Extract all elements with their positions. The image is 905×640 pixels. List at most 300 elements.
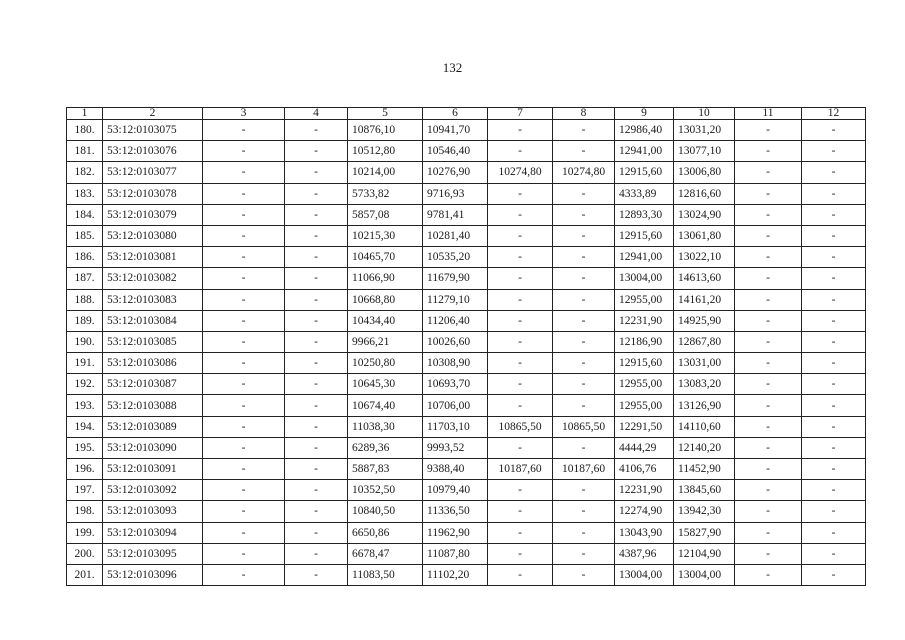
- row-number: 194.: [67, 416, 103, 437]
- cadastral-number: 53:12:0103077: [103, 162, 203, 183]
- col-10-value: 15827,90: [674, 522, 735, 543]
- col-5-value: 10352,50: [348, 480, 423, 501]
- col-7-value: -: [488, 395, 553, 416]
- col-7-value: 10865,50: [488, 416, 553, 437]
- col-7-value: -: [488, 564, 553, 585]
- col-7-value: -: [488, 331, 553, 352]
- col-8-value: -: [553, 247, 615, 268]
- col-8-value: 10865,50: [553, 416, 615, 437]
- cadastral-number: 53:12:0103086: [103, 353, 203, 374]
- row-number: 183.: [67, 183, 103, 204]
- table-row: [67, 120, 866, 141]
- column-header: 2: [103, 108, 203, 120]
- col-10-value: 12104,90: [674, 543, 735, 564]
- col-5-value: 9966,21: [348, 331, 423, 352]
- col-8-value: -: [553, 204, 615, 225]
- col-7-value: -: [488, 268, 553, 289]
- row-number: 181.: [67, 141, 103, 162]
- col-9-value: 12186,90: [615, 331, 674, 352]
- row-number: 196.: [67, 459, 103, 480]
- col-9-value: 12955,00: [615, 374, 674, 395]
- col-9-value: 12231,90: [615, 310, 674, 331]
- col-5-value: 10512,80: [348, 141, 423, 162]
- col-5-value: 10674,40: [348, 395, 423, 416]
- col-3-value: -: [203, 353, 285, 374]
- table-row: [67, 310, 866, 331]
- col-6-value: 10276,90: [423, 162, 488, 183]
- col-9-value: 12941,00: [615, 141, 674, 162]
- col-11-value: -: [735, 120, 802, 141]
- col-10-value: 13845,60: [674, 480, 735, 501]
- row-number: 191.: [67, 353, 103, 374]
- col-3-value: -: [203, 501, 285, 522]
- table-row: [67, 395, 866, 416]
- col-7-value: 10187,60: [488, 459, 553, 480]
- row-number: 198.: [67, 501, 103, 522]
- col-8-value: -: [553, 225, 615, 246]
- col-3-value: -: [203, 183, 285, 204]
- cadastral-number: 53:12:0103094: [103, 522, 203, 543]
- col-7-value: -: [488, 374, 553, 395]
- table-body: [67, 120, 866, 586]
- col-11-value: -: [735, 141, 802, 162]
- col-11-value: -: [735, 247, 802, 268]
- row-number: 201.: [67, 564, 103, 585]
- col-5-value: 5857,08: [348, 204, 423, 225]
- col-4-value: -: [285, 331, 348, 352]
- col-8-value: 10187,60: [553, 459, 615, 480]
- col-11-value: -: [735, 162, 802, 183]
- table-row: [67, 459, 866, 480]
- col-3-value: -: [203, 459, 285, 480]
- col-4-value: -: [285, 395, 348, 416]
- col-10-value: 13942,30: [674, 501, 735, 522]
- col-5-value: 10250,80: [348, 353, 423, 374]
- row-number: 195.: [67, 437, 103, 458]
- row-number: 184.: [67, 204, 103, 225]
- col-7-value: -: [488, 183, 553, 204]
- column-header: 10: [674, 108, 735, 120]
- col-11-value: -: [735, 395, 802, 416]
- col-3-value: -: [203, 543, 285, 564]
- col-8-value: 10274,80: [553, 162, 615, 183]
- col-8-value: -: [553, 480, 615, 501]
- col-10-value: 14161,20: [674, 289, 735, 310]
- col-9-value: 12955,00: [615, 395, 674, 416]
- col-11-value: -: [735, 225, 802, 246]
- cadastral-number: 53:12:0103090: [103, 437, 203, 458]
- col-12-value: -: [802, 543, 866, 564]
- col-4-value: -: [285, 353, 348, 374]
- table-row: [67, 331, 866, 352]
- cadastral-number: 53:12:0103096: [103, 564, 203, 585]
- table-row: [67, 225, 866, 246]
- table-row: [67, 141, 866, 162]
- column-header: 7: [488, 108, 553, 120]
- row-number: 187.: [67, 268, 103, 289]
- row-number: 185.: [67, 225, 103, 246]
- col-5-value: 6678,47: [348, 543, 423, 564]
- col-4-value: -: [285, 416, 348, 437]
- col-10-value: 13004,00: [674, 564, 735, 585]
- col-12-value: -: [802, 225, 866, 246]
- col-4-value: -: [285, 480, 348, 501]
- col-8-value: -: [553, 522, 615, 543]
- col-3-value: -: [203, 268, 285, 289]
- col-4-value: -: [285, 543, 348, 564]
- col-6-value: 11087,80: [423, 543, 488, 564]
- col-7-value: -: [488, 437, 553, 458]
- col-7-value: -: [488, 120, 553, 141]
- col-6-value: 11679,90: [423, 268, 488, 289]
- col-6-value: 10308,90: [423, 353, 488, 374]
- cadastral-number: 53:12:0103076: [103, 141, 203, 162]
- row-number: 189.: [67, 310, 103, 331]
- col-10-value: 13031,00: [674, 353, 735, 374]
- table-row: [67, 543, 866, 564]
- col-10-value: 12816,60: [674, 183, 735, 204]
- col-11-value: -: [735, 543, 802, 564]
- cadastral-data-table: [66, 107, 866, 586]
- col-6-value: 10026,60: [423, 331, 488, 352]
- col-8-value: -: [553, 501, 615, 522]
- cadastral-number: 53:12:0103082: [103, 268, 203, 289]
- cadastral-number: 53:12:0103080: [103, 225, 203, 246]
- col-12-value: -: [802, 331, 866, 352]
- col-12-value: -: [802, 247, 866, 268]
- col-6-value: 10979,40: [423, 480, 488, 501]
- col-6-value: 9716,93: [423, 183, 488, 204]
- col-5-value: 10840,50: [348, 501, 423, 522]
- col-12-value: -: [802, 374, 866, 395]
- col-10-value: 12867,80: [674, 331, 735, 352]
- col-11-value: -: [735, 204, 802, 225]
- col-8-value: -: [553, 310, 615, 331]
- col-11-value: -: [735, 289, 802, 310]
- col-12-value: -: [802, 183, 866, 204]
- col-12-value: -: [802, 289, 866, 310]
- col-10-value: 14925,90: [674, 310, 735, 331]
- col-3-value: -: [203, 522, 285, 543]
- col-12-value: -: [802, 353, 866, 374]
- col-7-value: -: [488, 310, 553, 331]
- col-9-value: 12915,60: [615, 225, 674, 246]
- table-row: [67, 353, 866, 374]
- col-7-value: -: [488, 247, 553, 268]
- col-3-value: -: [203, 437, 285, 458]
- col-12-value: -: [802, 437, 866, 458]
- col-3-value: -: [203, 225, 285, 246]
- col-7-value: 10274,80: [488, 162, 553, 183]
- col-4-value: -: [285, 310, 348, 331]
- col-11-value: -: [735, 437, 802, 458]
- col-6-value: 9993,52: [423, 437, 488, 458]
- col-6-value: 11336,50: [423, 501, 488, 522]
- col-8-value: -: [553, 331, 615, 352]
- table-header-row: [67, 108, 866, 120]
- col-3-value: -: [203, 564, 285, 585]
- table-row: [67, 564, 866, 585]
- col-10-value: 14110,60: [674, 416, 735, 437]
- col-11-value: -: [735, 501, 802, 522]
- row-number: 192.: [67, 374, 103, 395]
- col-4-value: -: [285, 501, 348, 522]
- row-number: 190.: [67, 331, 103, 352]
- col-11-value: -: [735, 416, 802, 437]
- table-row: [67, 247, 866, 268]
- table-row: [67, 204, 866, 225]
- col-12-value: -: [802, 416, 866, 437]
- col-4-value: -: [285, 141, 348, 162]
- col-8-value: -: [553, 289, 615, 310]
- row-number: 188.: [67, 289, 103, 310]
- cadastral-number: 53:12:0103093: [103, 501, 203, 522]
- col-11-value: -: [735, 183, 802, 204]
- col-5-value: 10215,30: [348, 225, 423, 246]
- col-5-value: 10434,40: [348, 310, 423, 331]
- col-12-value: -: [802, 564, 866, 585]
- col-3-value: -: [203, 204, 285, 225]
- cadastral-number: 53:12:0103084: [103, 310, 203, 331]
- cadastral-number: 53:12:0103083: [103, 289, 203, 310]
- col-8-value: -: [553, 141, 615, 162]
- col-3-value: -: [203, 289, 285, 310]
- col-3-value: -: [203, 374, 285, 395]
- col-7-value: -: [488, 480, 553, 501]
- col-3-value: -: [203, 141, 285, 162]
- col-5-value: 6289,36: [348, 437, 423, 458]
- col-12-value: -: [802, 459, 866, 480]
- col-8-value: -: [553, 183, 615, 204]
- col-4-value: -: [285, 183, 348, 204]
- col-6-value: 9781,41: [423, 204, 488, 225]
- col-6-value: 10281,40: [423, 225, 488, 246]
- table-row: [67, 374, 866, 395]
- col-7-value: -: [488, 141, 553, 162]
- col-5-value: 5887,83: [348, 459, 423, 480]
- col-9-value: 12231,90: [615, 480, 674, 501]
- col-5-value: 11038,30: [348, 416, 423, 437]
- col-4-value: -: [285, 374, 348, 395]
- col-10-value: 13006,80: [674, 162, 735, 183]
- col-6-value: 9388,40: [423, 459, 488, 480]
- col-4-value: -: [285, 120, 348, 141]
- table-row: [67, 162, 866, 183]
- col-12-value: -: [802, 120, 866, 141]
- col-6-value: 10706,00: [423, 395, 488, 416]
- col-6-value: 11102,20: [423, 564, 488, 585]
- table-row: [67, 480, 866, 501]
- col-5-value: 10645,30: [348, 374, 423, 395]
- cadastral-number: 53:12:0103075: [103, 120, 203, 141]
- col-9-value: 12915,60: [615, 353, 674, 374]
- column-header: 11: [735, 108, 802, 120]
- column-header: 6: [423, 108, 488, 120]
- col-7-value: -: [488, 543, 553, 564]
- col-11-value: -: [735, 331, 802, 352]
- col-9-value: 13004,00: [615, 564, 674, 585]
- cadastral-number: 53:12:0103081: [103, 247, 203, 268]
- row-number: 200.: [67, 543, 103, 564]
- col-8-value: -: [553, 353, 615, 374]
- cadastral-number: 53:12:0103091: [103, 459, 203, 480]
- row-number: 199.: [67, 522, 103, 543]
- col-3-value: -: [203, 480, 285, 501]
- col-8-value: -: [553, 543, 615, 564]
- col-5-value: 10214,00: [348, 162, 423, 183]
- col-9-value: 12893,30: [615, 204, 674, 225]
- column-header: 8: [553, 108, 615, 120]
- column-header: 12: [802, 108, 866, 120]
- table-row: [67, 268, 866, 289]
- page-number: 132: [442, 60, 463, 75]
- col-5-value: 11066,90: [348, 268, 423, 289]
- column-header: 5: [348, 108, 423, 120]
- col-12-value: -: [802, 480, 866, 501]
- col-9-value: 13004,00: [615, 268, 674, 289]
- col-5-value: 10876,10: [348, 120, 423, 141]
- col-4-value: -: [285, 225, 348, 246]
- col-10-value: 14613,60: [674, 268, 735, 289]
- col-9-value: 12291,50: [615, 416, 674, 437]
- col-10-value: 13031,20: [674, 120, 735, 141]
- col-9-value: 12986,40: [615, 120, 674, 141]
- col-6-value: 11703,10: [423, 416, 488, 437]
- cadastral-number: 53:12:0103089: [103, 416, 203, 437]
- col-7-value: -: [488, 204, 553, 225]
- col-8-value: -: [553, 120, 615, 141]
- row-number: 197.: [67, 480, 103, 501]
- table-row: [67, 522, 866, 543]
- col-7-value: -: [488, 353, 553, 374]
- column-header: 3: [203, 108, 285, 120]
- table-row: [67, 437, 866, 458]
- col-6-value: 10535,20: [423, 247, 488, 268]
- col-5-value: 6650,86: [348, 522, 423, 543]
- cadastral-number: 53:12:0103085: [103, 331, 203, 352]
- col-11-value: -: [735, 459, 802, 480]
- col-11-value: -: [735, 310, 802, 331]
- col-3-value: -: [203, 310, 285, 331]
- col-10-value: 13024,90: [674, 204, 735, 225]
- col-4-value: -: [285, 564, 348, 585]
- col-4-value: -: [285, 459, 348, 480]
- column-header: 1: [67, 108, 103, 120]
- col-9-value: 13043,90: [615, 522, 674, 543]
- col-7-value: -: [488, 289, 553, 310]
- col-7-value: -: [488, 225, 553, 246]
- cadastral-number: 53:12:0103078: [103, 183, 203, 204]
- col-11-value: -: [735, 522, 802, 543]
- col-9-value: 4444,29: [615, 437, 674, 458]
- col-5-value: 10465,70: [348, 247, 423, 268]
- col-6-value: 10693,70: [423, 374, 488, 395]
- col-11-value: -: [735, 268, 802, 289]
- col-3-value: -: [203, 331, 285, 352]
- col-5-value: 11083,50: [348, 564, 423, 585]
- col-11-value: -: [735, 353, 802, 374]
- col-3-value: -: [203, 162, 285, 183]
- cadastral-number: 53:12:0103088: [103, 395, 203, 416]
- col-4-value: -: [285, 204, 348, 225]
- col-8-value: -: [553, 564, 615, 585]
- cadastral-number: 53:12:0103092: [103, 480, 203, 501]
- col-3-value: -: [203, 395, 285, 416]
- col-10-value: 12140,20: [674, 437, 735, 458]
- col-9-value: 4333,89: [615, 183, 674, 204]
- col-12-value: -: [802, 268, 866, 289]
- col-11-value: -: [735, 374, 802, 395]
- col-9-value: 12941,00: [615, 247, 674, 268]
- col-10-value: 13083,20: [674, 374, 735, 395]
- col-12-value: -: [802, 310, 866, 331]
- row-number: 193.: [67, 395, 103, 416]
- col-4-value: -: [285, 289, 348, 310]
- table-row: [67, 183, 866, 204]
- col-6-value: 11279,10: [423, 289, 488, 310]
- col-6-value: 11962,90: [423, 522, 488, 543]
- table-row: [67, 289, 866, 310]
- col-8-value: -: [553, 268, 615, 289]
- col-9-value: 4387,96: [615, 543, 674, 564]
- cadastral-number: 53:12:0103087: [103, 374, 203, 395]
- column-header: 9: [615, 108, 674, 120]
- col-11-value: -: [735, 564, 802, 585]
- col-6-value: 10941,70: [423, 120, 488, 141]
- col-9-value: 12915,60: [615, 162, 674, 183]
- col-5-value: 10668,80: [348, 289, 423, 310]
- col-4-value: -: [285, 268, 348, 289]
- col-10-value: 13061,80: [674, 225, 735, 246]
- col-10-value: 13077,10: [674, 141, 735, 162]
- table-row: [67, 501, 866, 522]
- col-3-value: -: [203, 416, 285, 437]
- col-8-value: -: [553, 395, 615, 416]
- col-5-value: 5733,82: [348, 183, 423, 204]
- col-7-value: -: [488, 501, 553, 522]
- cadastral-number: 53:12:0103079: [103, 204, 203, 225]
- row-number: 186.: [67, 247, 103, 268]
- col-4-value: -: [285, 522, 348, 543]
- col-6-value: 10546,40: [423, 141, 488, 162]
- col-8-value: -: [553, 437, 615, 458]
- col-3-value: -: [203, 120, 285, 141]
- col-8-value: -: [553, 374, 615, 395]
- col-11-value: -: [735, 480, 802, 501]
- col-9-value: 12955,00: [615, 289, 674, 310]
- cadastral-number: 53:12:0103095: [103, 543, 203, 564]
- col-12-value: -: [802, 162, 866, 183]
- table-row: [67, 416, 866, 437]
- col-12-value: -: [802, 204, 866, 225]
- col-9-value: 12274,90: [615, 501, 674, 522]
- col-12-value: -: [802, 501, 866, 522]
- col-10-value: 11452,90: [674, 459, 735, 480]
- col-3-value: -: [203, 247, 285, 268]
- row-number: 182.: [67, 162, 103, 183]
- col-4-value: -: [285, 437, 348, 458]
- column-header: 4: [285, 108, 348, 120]
- row-number: 180.: [67, 120, 103, 141]
- col-10-value: 13022,10: [674, 247, 735, 268]
- col-12-value: -: [802, 141, 866, 162]
- col-12-value: -: [802, 522, 866, 543]
- col-12-value: -: [802, 395, 866, 416]
- col-9-value: 4106,76: [615, 459, 674, 480]
- col-4-value: -: [285, 247, 348, 268]
- col-4-value: -: [285, 162, 348, 183]
- col-10-value: 13126,90: [674, 395, 735, 416]
